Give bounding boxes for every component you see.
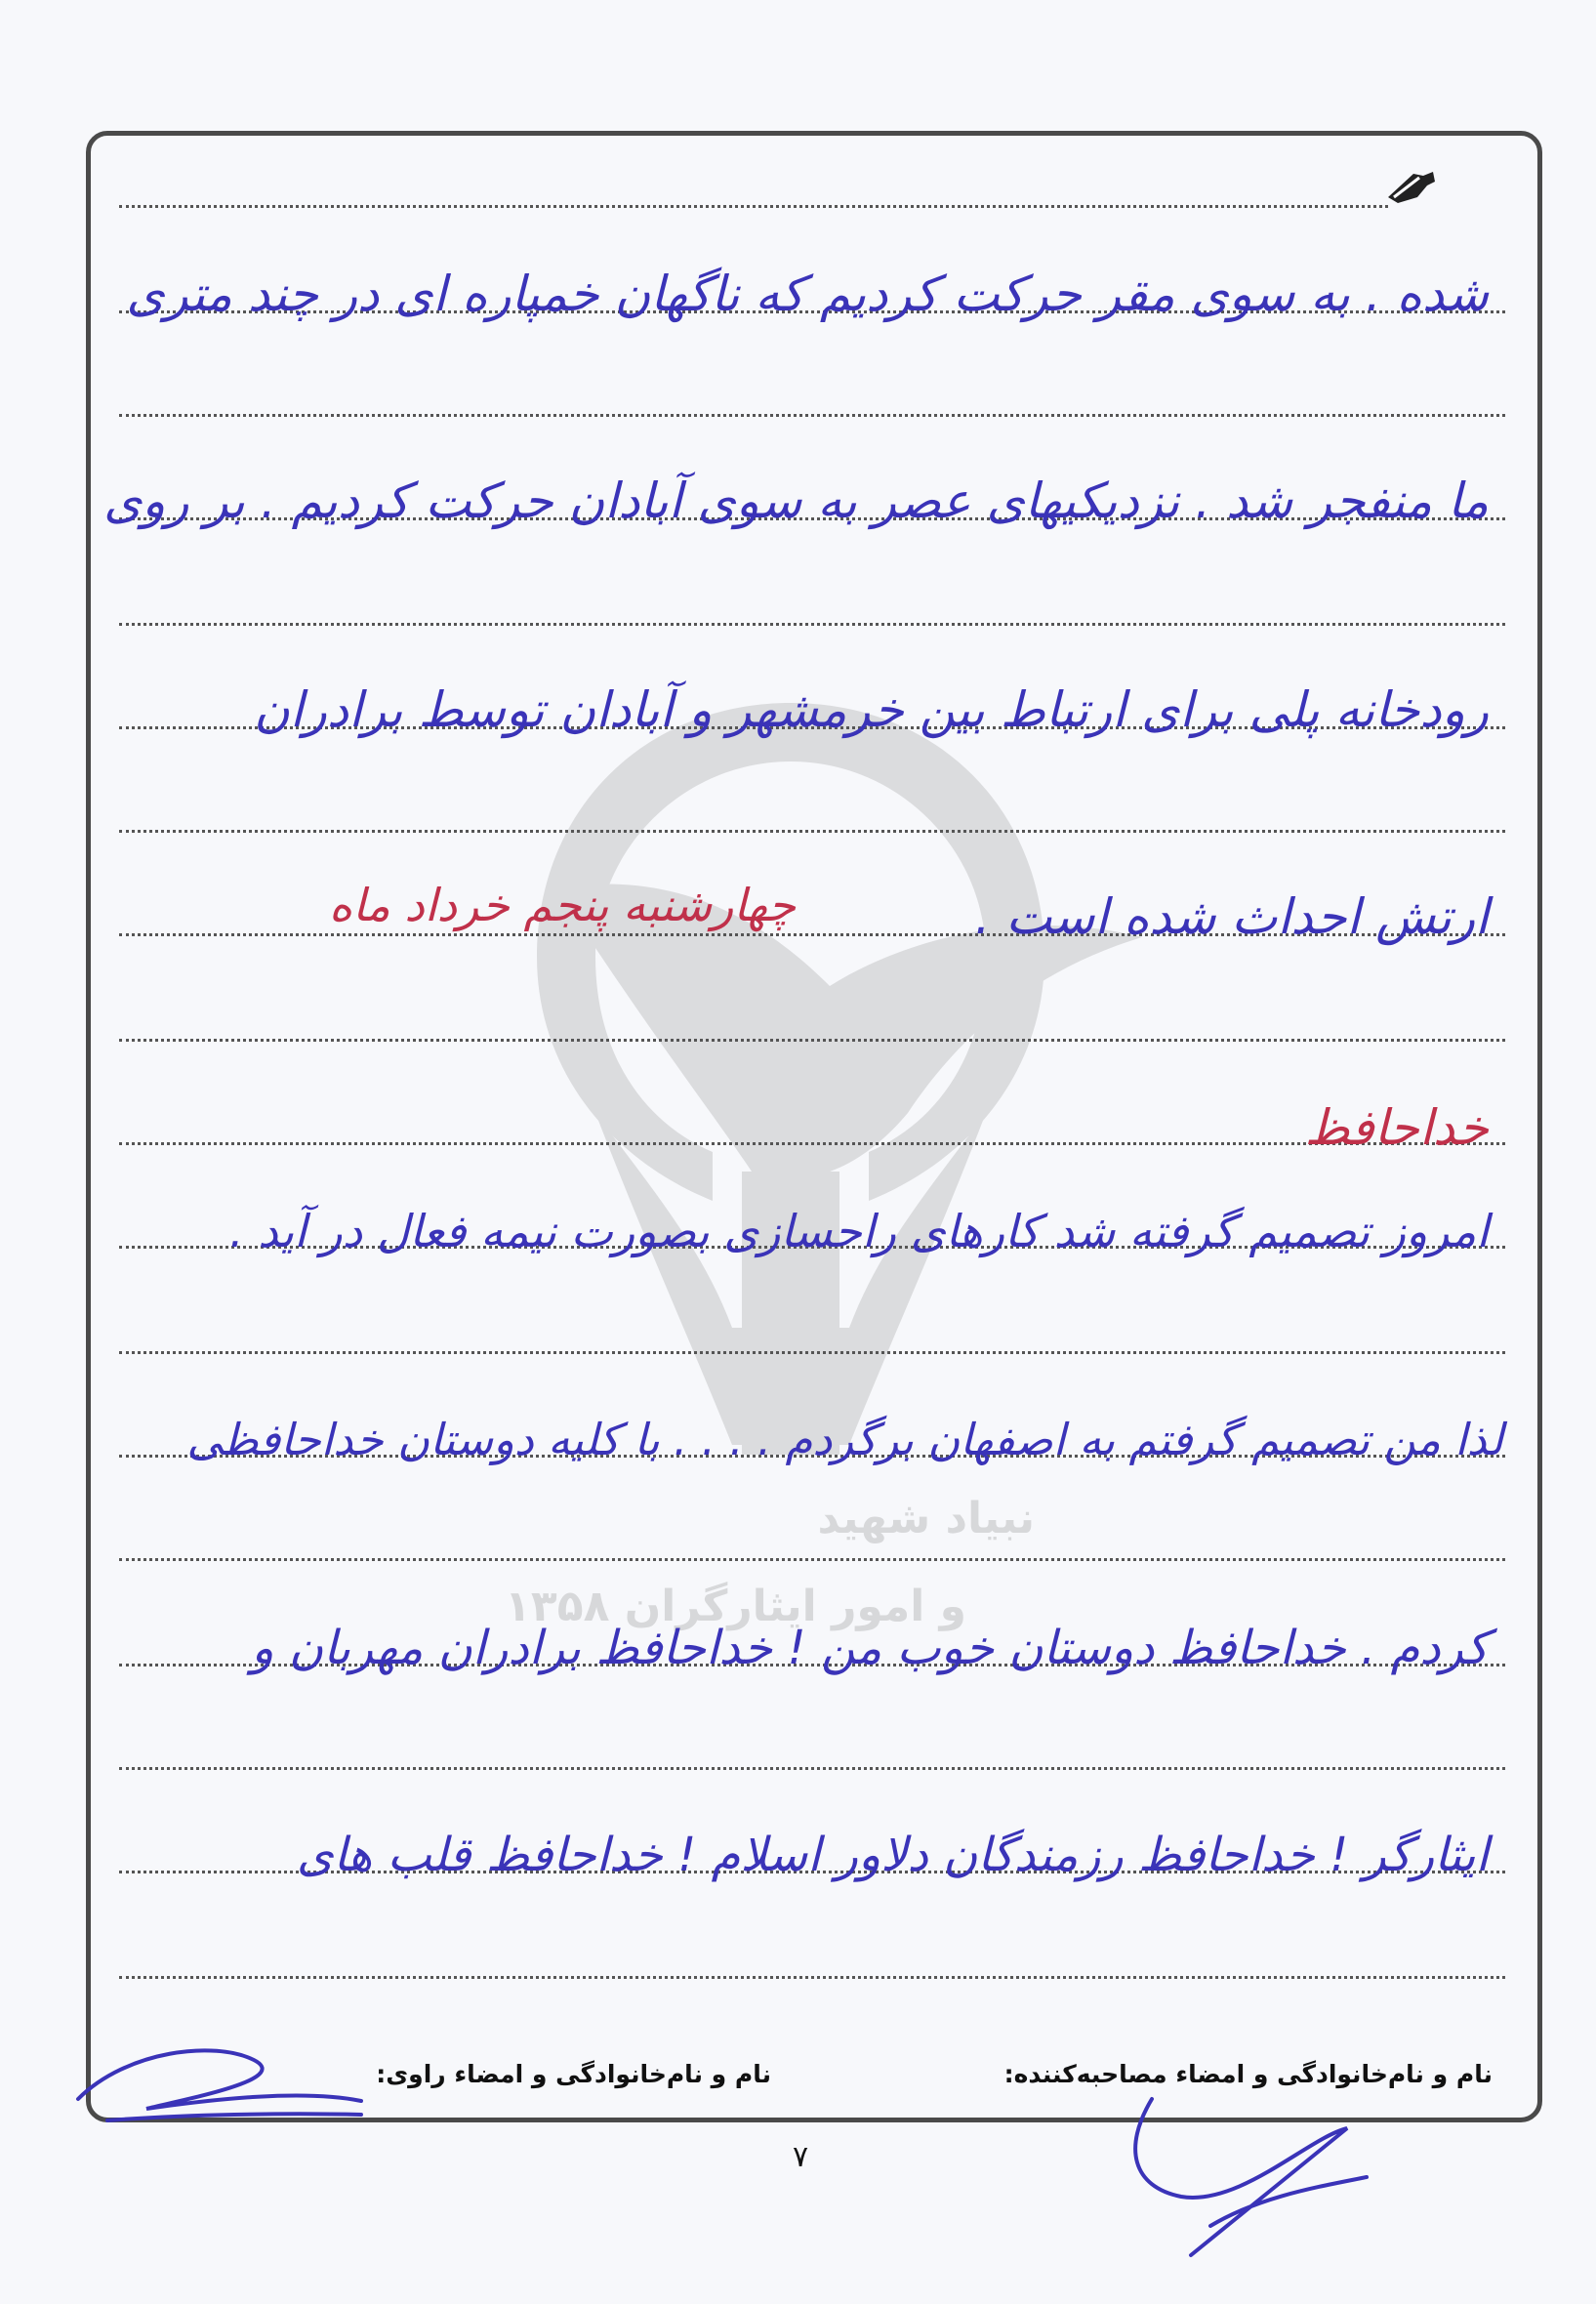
ruled-line — [119, 1976, 1505, 1979]
narrator-signature-label: نام و نام‌خانوادگی و امضاء راوی: — [376, 2060, 771, 2088]
ruled-line — [119, 1351, 1505, 1354]
handwritten-line-9: ایثارگر ! خداحافظ رزمندگان دلاور اسلام ! خداحافظ قلب های — [296, 1828, 1489, 1882]
interviewer-signature — [1093, 2079, 1386, 2275]
handwritten-line-1: شده . به سوی مقر حرکت کردیم که ناگهان خمپاره ای در چند متری — [126, 266, 1489, 322]
watermark-label: نبیاد شهید — [817, 1494, 1035, 1543]
interviewer-signature-label: نام و نام‌خانوادگی و امضاء مصاحبه‌کننده: — [1003, 2060, 1493, 2088]
handwritten-line-2: ما منفجر شد . نزدیکیهای عصر به سوی آبادان حرکت کردیم . بر روی — [103, 473, 1489, 529]
ruled-line — [119, 830, 1505, 833]
writing-hand-icon — [1384, 168, 1439, 207]
ruled-line — [119, 1039, 1505, 1042]
handwritten-line-8: کردم . خداحافظ دوستان خوب من ! خداحافظ برادران مهربان و — [251, 1621, 1489, 1675]
ruled-line — [119, 623, 1505, 626]
handwritten-line-6: امروز تصمیم گرفته شد کارهای راحسازی بصورت نیمه فعال در آید . — [228, 1205, 1489, 1257]
handwritten-line-3: رودخانه پلی برای ارتباط بین خرمشهر و آبادان توسط برادران — [254, 681, 1489, 738]
ruled-line — [119, 414, 1505, 417]
watermark-year: ۱۳۵۸ و امور ایثارگران — [505, 1582, 966, 1631]
ruled-line — [119, 1767, 1505, 1770]
handwritten-line-4: ارتش احداث شده است . — [974, 888, 1489, 945]
handwritten-line-7: لذا من تصمیم گرفتم به اصفهان برگردم . . . . با کلیه دوستان خداحافظی — [186, 1414, 1503, 1465]
ruled-line — [119, 1142, 1505, 1145]
ruled-line — [119, 1558, 1505, 1561]
date-note: چهارشنبه پنجم خرداد ماه — [328, 879, 796, 931]
farewell-heading: خداحافظ — [1304, 1099, 1489, 1156]
narrator-signature — [68, 2031, 371, 2138]
page-number: ۷ — [792, 2140, 809, 2174]
ruled-line — [119, 205, 1388, 208]
